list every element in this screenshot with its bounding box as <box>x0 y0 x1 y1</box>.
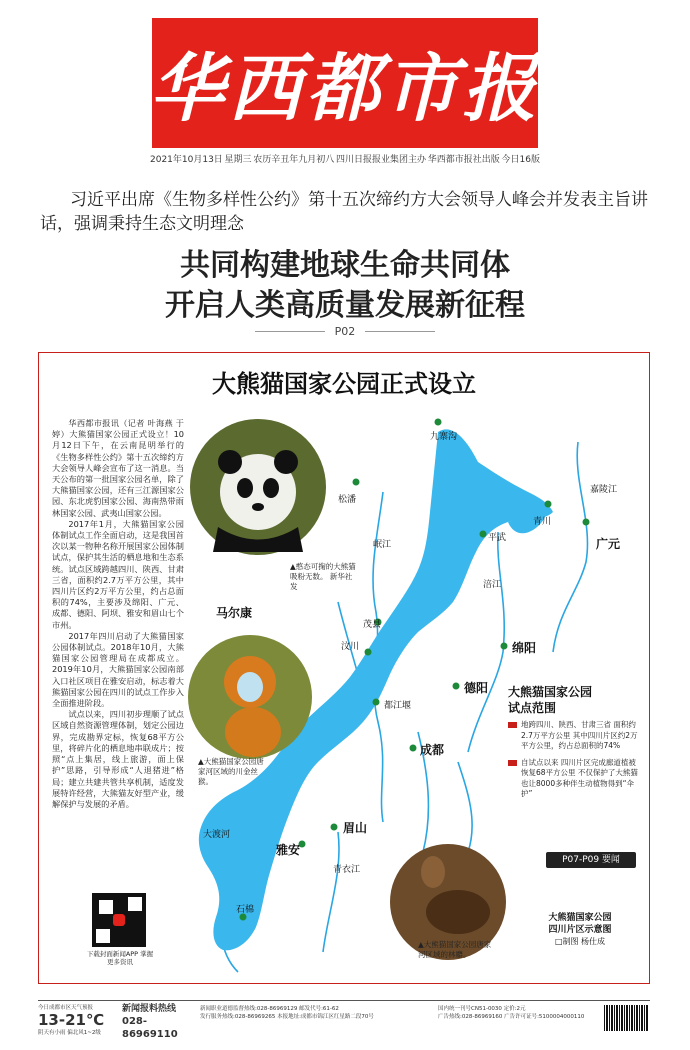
footer-info-right <box>438 1005 598 1021</box>
map-caption <box>520 912 640 948</box>
weather-temp: 13-21℃ <box>38 1011 105 1029</box>
weather-detail: 阴天有小雨 偏北风1~2级 <box>38 1030 101 1036</box>
place-dot-dujiangyan <box>373 699 380 706</box>
place-songpan: 松潘 <box>338 495 357 505</box>
place-maoxian: 茂县 <box>363 620 382 630</box>
place-dot-guangyuan <box>583 519 590 526</box>
place-deyang: 德阳 <box>464 681 489 695</box>
legend-item <box>508 720 643 752</box>
place-fujiang: 涪江 <box>483 580 502 590</box>
place-shimian: 石棉 <box>236 905 255 915</box>
place-pingwu: 平武 <box>488 533 507 543</box>
page-reference[interactable] <box>0 323 690 339</box>
sponsor: 四川日报报业集团主办 <box>336 155 427 165</box>
headline-line2[interactable]: 开启人类高质量发展新征程 <box>165 288 525 323</box>
caption-takin: ▲大熊猫国家公园唐家河区域的林麝。 <box>418 940 492 959</box>
hotline-number: 028-86969110 <box>122 1016 178 1040</box>
place-jiuzhaigou: 九寨沟 <box>430 432 458 442</box>
place-maerkang: 马尔康 <box>216 606 253 620</box>
footer-info-left <box>200 1005 430 1021</box>
dateline <box>150 152 540 166</box>
place-minjiang: 岷江 <box>373 540 392 550</box>
place-meishan: 眉山 <box>343 821 368 835</box>
page-count: 今日16版 <box>501 155 540 165</box>
place-dot-songpan <box>353 479 360 486</box>
map-caption-line1: 大熊猫国家公园 <box>548 913 612 923</box>
flag-icon <box>508 760 517 766</box>
place-dot-chengdu <box>410 745 417 752</box>
place-dot-pingwu <box>480 531 487 538</box>
masthead-title: 华西都市报 <box>150 46 540 132</box>
qr-text: 下载封面新闻APP 掌握更多资讯 <box>86 950 154 966</box>
place-dot-mianyang <box>501 643 508 650</box>
caption-monkey: ▲大熊猫国家公园唐家河区域的川金丝猴。 <box>198 757 264 786</box>
place-qingchuan: 青川 <box>533 517 552 527</box>
flag-icon <box>508 722 517 728</box>
article-body <box>52 418 184 810</box>
place-dot-jiuzhaigou <box>435 419 442 426</box>
map-legend <box>508 684 643 800</box>
place-dot-meishan <box>331 824 338 831</box>
place-daduhe: 大渡河 <box>203 830 231 840</box>
page-ref-label: P02 <box>334 324 356 338</box>
footer-info-line: 发行服务热线:028-86969265 本报地址:成都市锦江区红星路二段70号 <box>200 1014 374 1020</box>
headline-line1[interactable]: 共同构建地球生命共同体 <box>180 248 510 283</box>
lunar-date: 农历辛丑年九月初八 <box>253 155 335 165</box>
place-jialingjiang: 嘉陵江 <box>590 485 618 495</box>
caption-panda: ▲憨态可掬的大熊猫吸粉无数。 新华社发 <box>290 562 356 591</box>
weekday: 星期三 <box>224 155 252 165</box>
divider-right <box>365 331 435 332</box>
footer-bar <box>38 1000 650 1041</box>
story-title[interactable]: 大熊猫国家公园正式设立 <box>212 369 476 398</box>
weather-label: 今日成都市区天气预报 <box>38 1005 94 1011</box>
map-credit: □制图 杨仕成 <box>554 937 606 946</box>
footer-info-line: 新闻职业道德监督热线:028-86969129 邮发代号:61-62 <box>200 1006 339 1012</box>
weather <box>38 1004 118 1037</box>
legend-title-line2: 试点范围 <box>508 701 557 715</box>
legend-item-text: 自试点以来 四川片区完成廊道植被恢复68平方公里 不仅保护了大熊猫 也让8000多种伴生动植物得到“伞护” <box>521 757 638 798</box>
article-paragraph: 2017年1月，大熊猫国家公园体制试点工作全面启动，这是我国首次以某一物种名称开展国家公园体制试点，保护其生活的栖息地和生态系统。试点区域跨越四川、陕西、甘肃三省，面积约2.7万平方公里，其中四川片区约2万平方公里，约占总面积的74%，主要涉及绵阳、广元、成都、德阳、阿坝、雅安和眉山七个市州。 <box>52 518 184 630</box>
headline-kicker[interactable]: 习近平出席《生物多样性公约》第十五次缔约方大会领导人峰会并发表主旨讲话，强调秉持生态文明理念 <box>40 190 648 234</box>
place-dujiangyan: 都江堰 <box>384 701 412 711</box>
place-guangyuan: 广元 <box>596 537 621 551</box>
legend-item <box>508 758 643 800</box>
place-mianyang: 绵阳 <box>512 641 537 655</box>
footer-info-line: 国内统一刊号CN51-0030 定价:2元 <box>438 1006 526 1012</box>
legend-title <box>508 684 643 716</box>
photo-golden-monkey <box>188 635 312 759</box>
qr-code[interactable] <box>92 893 146 947</box>
divider-left <box>255 331 325 332</box>
footer-info-line: 广告热线:028-86969160 广告许可证号:5100004000110 <box>438 1014 585 1020</box>
place-qingyijiang: 青衣江 <box>333 865 361 875</box>
masthead <box>152 18 538 148</box>
hotline-label: 新闻报料热线 <box>122 1004 177 1014</box>
hotline[interactable] <box>122 1004 194 1041</box>
place-chengdu: 成都 <box>420 743 445 757</box>
article-paragraph: 2017年四川启动了大熊猫国家公园体制试点。2018年10月，大熊猫国家公园管理局在成都成立。2019年10月，大熊猫国家公园南部入口社区项目在雅安启动，标志着大熊猫国家公园在四川的试点工作步入全面推进阶段。 <box>52 630 184 709</box>
publisher: 华西都市报社出版 <box>427 155 500 165</box>
legend-item-text: 地跨四川、陕西、甘肃三省 面积约2.7万平方公里 其中四川片区约2万平方公里，约占总面积的74% <box>521 720 638 750</box>
pages-reference[interactable]: P07-P09 要闻 <box>546 852 636 868</box>
place-dot-qingchuan <box>545 501 552 508</box>
article-paragraph: 试点以来，四川初步理顺了试点区域自然资源管理体制，划定公园边界，完成勘界定标，恢复68平方公里，将碎片化的栖息地串联成片；按照“点上集居，线上旅游，面上保护”思路，引导形成“人退猪进”格局；建立共建共管共享机制，适度发展特许经营，大熊猫友好型产业，缓解保护与发展的矛盾。 <box>52 709 184 809</box>
place-yaan: 雅安 <box>276 843 301 857</box>
date: 2021年10月13日 <box>150 155 223 165</box>
legend-title-line1: 大熊猫国家公园 <box>508 685 593 699</box>
place-wenchuan: 汶川 <box>341 642 360 652</box>
barcode <box>604 1005 648 1031</box>
place-dot-wenchuan <box>365 649 372 656</box>
place-dot-deyang <box>453 683 460 690</box>
article-paragraph: 华西都市报讯（记者 叶海燕 于婷）大熊猫国家公园正式设立！10月12日下午，在云南昆明举行的《生物多样性公约》第十五次缔约方大会领导人峰会宣布了这一消息。当天公布的第一批国家公园名单，除了大熊猫国家公园，还有三江源国家公园、东北虎豹国家公园、海南热带雨林国家公园、武夷山国家公园。 <box>52 418 184 518</box>
photo-panda <box>190 419 326 555</box>
map-caption-line2: 四川片区示意图 <box>548 925 612 935</box>
